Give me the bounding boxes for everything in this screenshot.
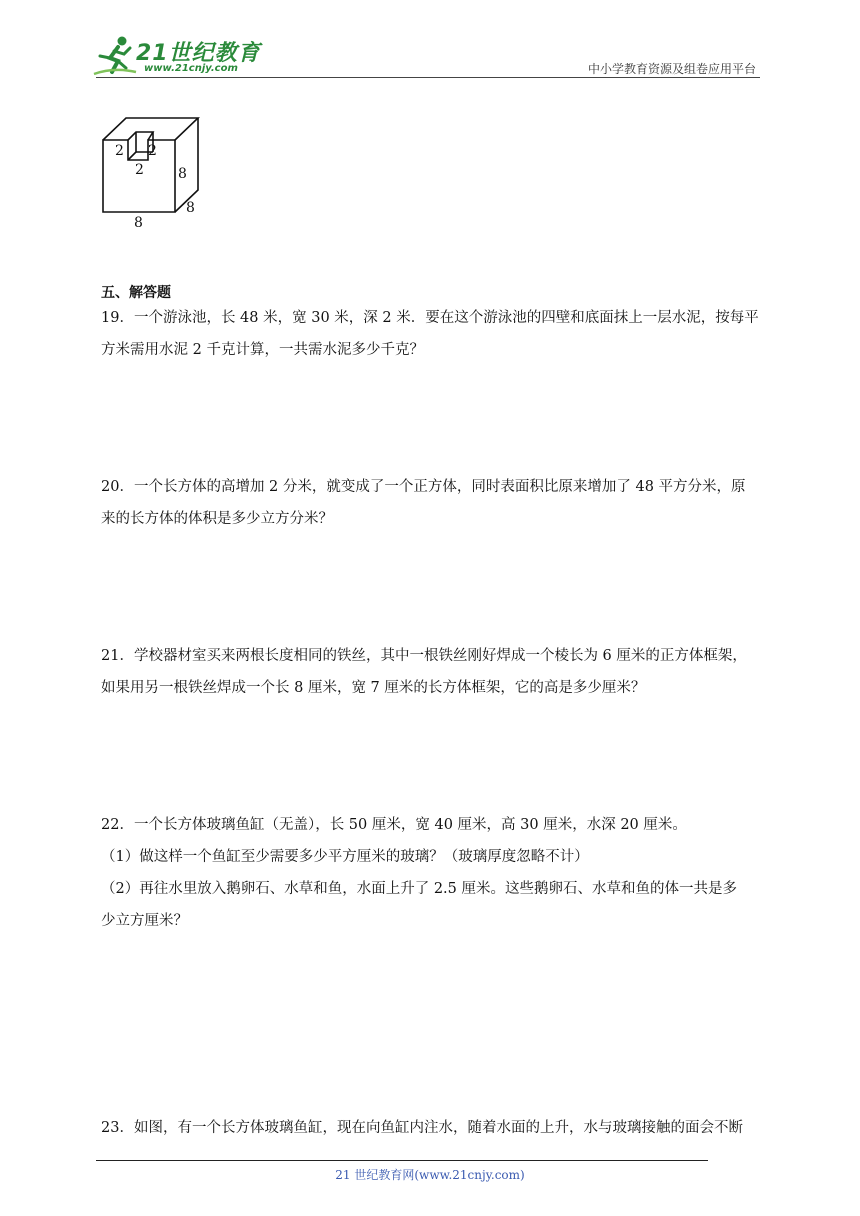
- question-line: 如果用另一根铁丝焊成一个长 8 厘米，宽 7 厘米的长方体框架，它的高是多少厘米？: [101, 680, 646, 696]
- question-line: 21．学校器材室买来两根长度相同的铁丝，其中一根铁丝刚好焊成一个棱长为 6 厘米的正方体框架，: [101, 648, 747, 664]
- height-label: 8: [178, 166, 187, 182]
- width-label: 8: [134, 215, 143, 230]
- question-line: 23．如图，有一个长方体玻璃鱼缸，现在向鱼缸内注水，随着水面的上升，水与玻璃接触的面会不断: [101, 1120, 743, 1136]
- footer-divider: [96, 1160, 708, 1161]
- notch-depth-label: 2: [135, 162, 144, 178]
- footer-link[interactable]: 21 世纪教育网(www.21cnjy.com): [335, 1168, 525, 1182]
- question-line: 少立方厘米？: [101, 913, 188, 929]
- question-line: 20．一个长方体的高增加 2 分米，就变成了一个正方体，同时表面积比原来增加了 48 平方分米，原: [101, 479, 746, 495]
- question-23: [101, 1112, 765, 1144]
- cube-diagram: [98, 112, 208, 230]
- question-line: 22．一个长方体玻璃鱼缸（无盖），长 50 厘米，宽 40 厘米，高 30 厘米，水深 20 厘米。: [101, 817, 687, 833]
- question-19: [101, 302, 765, 366]
- question-21: [101, 640, 765, 704]
- question-subpart-1: （1）做这样一个鱼缸至少需要多少平方厘米的玻璃？（玻璃厚度忽略不计）: [101, 849, 589, 865]
- site-logo: [92, 34, 262, 80]
- cube-figure: [98, 112, 208, 234]
- notch-right-label: 2: [148, 143, 157, 159]
- runner-logo-icon: [92, 34, 138, 78]
- header-slogan: 中小学教育资源及组卷应用平台: [587, 62, 756, 76]
- logo-url: www.21cnjy.com: [144, 63, 238, 74]
- question-22: [101, 809, 765, 937]
- question-line: 来的长方体的体积是多少立方分米？: [101, 511, 333, 527]
- question-20: [101, 471, 765, 535]
- depth-label: 8: [186, 200, 195, 216]
- question-line: 19．一个游泳池，长 48 米，宽 30 米，深 2 米．要在这个游泳池的四壁和底面抹上一层水泥，按每平: [101, 310, 759, 326]
- question-line: 方米需用水泥 2 千克计算，一共需水泥多少千克？: [101, 342, 424, 358]
- section-title: 五、解答题: [101, 285, 171, 301]
- header-divider: [96, 77, 760, 78]
- notch-left-label: 2: [115, 143, 124, 159]
- question-subpart-2: （2）再往水里放入鹅卵石、水草和鱼，水面上升了 2.5 厘米。这些鹅卵石、水草和鱼的体一共是多: [101, 881, 737, 897]
- logo-title: 21世纪教育: [136, 41, 261, 66]
